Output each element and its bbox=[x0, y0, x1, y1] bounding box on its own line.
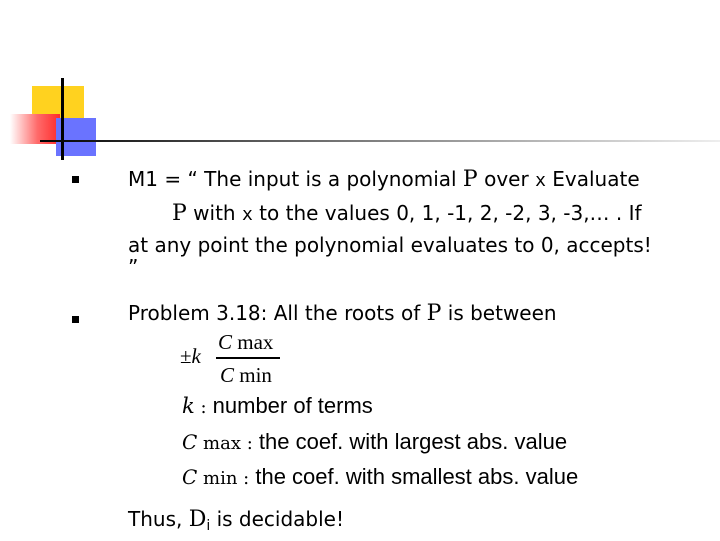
item1-line4: ” bbox=[128, 255, 139, 279]
bullet-marker bbox=[72, 316, 79, 323]
formula-denominator: C min bbox=[220, 363, 272, 387]
item2-line: Problem 3.18: All the roots of P is between bbox=[128, 301, 557, 326]
definition-k: k : number of terms bbox=[182, 393, 373, 418]
conclusion-line: Thus, $D_i$ is decidable! bbox=[128, 507, 345, 534]
definition-cmin: C min : the coef. with smallest abs. value bbox=[182, 464, 579, 489]
formula-pm-k: ±k bbox=[180, 344, 201, 368]
definition-cmax: C max : the coef. with largest abs. value bbox=[182, 429, 568, 454]
decor-vertical-line bbox=[61, 78, 64, 160]
item1-line1: M1 = “ The input is a polynomial P over x Evaluate bbox=[128, 167, 640, 192]
formula-numerator: C max bbox=[218, 330, 274, 354]
item1-line2: P with x to the values 0, 1, -1, 2, -2, 3, -3,… . If bbox=[172, 201, 642, 226]
decor-horizontal-rule bbox=[40, 140, 720, 142]
bullet-marker bbox=[72, 176, 79, 183]
formula-fraction-bar bbox=[216, 357, 280, 359]
item1-line3: at any point the polynomial evaluates to 0, accepts! bbox=[128, 233, 652, 257]
